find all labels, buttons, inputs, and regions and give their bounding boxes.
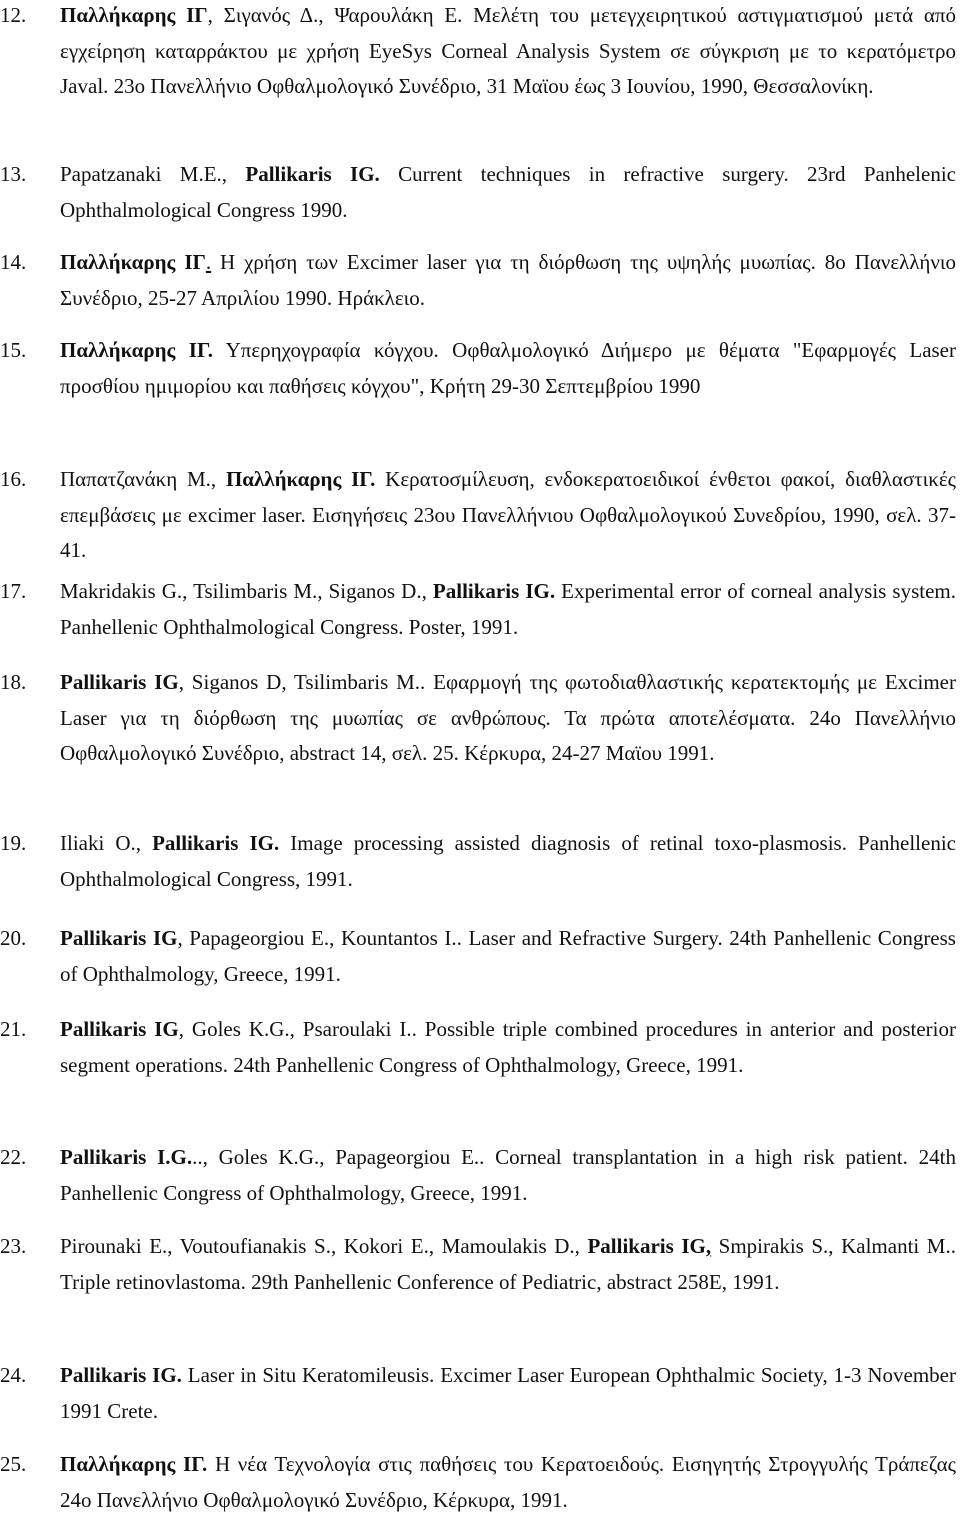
reference-text: Laser in Situ Keratomileusis. Excimer Laser European Ophthalmic Society, 1-3 November 1991 Crete. (60, 1363, 956, 1423)
reference-number: 13. (0, 162, 27, 186)
author-highlight: Pallikaris IG. (60, 1363, 182, 1387)
author-highlight: Pallikaris IG. (245, 162, 380, 186)
reference-text: , Goles K.G., Psaroulaki I.. Possible triple combined procedures in anterior and posterior segment operations. 24th Panhellenic Congress of Ophthalmology, Greece, 1991. (60, 1017, 956, 1077)
reference-number: 17. (0, 579, 27, 603)
author-highlight: Pallikaris IG. (432, 579, 556, 603)
reference-number: 14. (0, 250, 27, 274)
reference-number: 16. (0, 467, 27, 491)
author-highlight: Pallikaris IG (60, 926, 178, 950)
author-highlight: Pallikaris IG (60, 1017, 179, 1041)
reference-text: .., Goles K.G., Papageorgiou E.. Corneal transplantation in a high risk patient. 24th Panhellenic Congress of Ophthalmology, Greece, 1991. (60, 1145, 956, 1205)
reference-text: Experimental error of corneal analysis system. Panhellenic Ophthalmological Congress. Poster, 1991. (60, 579, 956, 639)
reference-text: Παπατζανάκη Μ., (60, 467, 226, 491)
reference-text: Makridakis G., Tsilimbaris M., Siganos D., (60, 579, 433, 603)
reference-text: Η νέα Τεχνολογία στις παθήσεις του Κερατοειδούς. Εισηγητής Στρογγυλής Τράπεζας 24ο Πανελλήνιο Οφθαλμολογικό Συνέδριο, Κέρκυρα, 1991. (60, 1452, 956, 1512)
reference-item (0, 665, 958, 772)
author-highlight: Pallikaris IG. (152, 831, 280, 855)
reference-item (0, 333, 958, 404)
reference-number: 23. (0, 1234, 27, 1258)
reference-number: 21. (0, 1017, 27, 1041)
reference-item (0, 1012, 958, 1083)
reference-number: 12. (0, 3, 27, 27)
reference-text: Image processing assisted diagnosis of retinal toxo-plasmosis. Panhellenic Ophthalmological Congress, 1991. (60, 831, 956, 891)
reference-item (0, 1447, 958, 1518)
author-highlight: Παλλήκαρης ΙΓ. (60, 1452, 208, 1476)
reference-text: Iliaki O., (60, 831, 153, 855)
reference-item (0, 1358, 958, 1429)
reference-item (0, 157, 958, 228)
reference-text: Η χρήση των Excimer laser για τη διόρθωση της υψηλής μυωπίας. 8ο Πανελλήνιο Συνέδριο, 25-27 Απριλίου 1990. Ηράκλειο. (60, 250, 956, 310)
reference-item (0, 574, 958, 645)
author-highlight: Παλλήκαρης ΙΓ. (60, 338, 214, 362)
reference-number: 18. (0, 670, 27, 694)
reference-text: Current techniques in refractive surgery. 23rd Panhelenic Ophthalmological Congress 1990. (60, 162, 956, 222)
reference-item (0, 462, 958, 569)
reference-item (0, 1229, 958, 1300)
reference-number: 22. (0, 1145, 27, 1169)
reference-item (0, 1140, 958, 1211)
reference-text: , Σιγανός Δ., Ψαρουλάκη Ε. Μελέτη του μετεγχειρητικού αστιγματισμού μετά από εγχείρηση καταρράκτου με χρήση EyeSys Corneal Analysis System σε σύγκριση με το κερατόμετρο Javal. 23ο Πανελλήνιο Οφθαλμολογικό Συνέδριο, 31 Μαϊου έως 3 Ιουνίου, 1990, Θεσσαλονίκη. (60, 3, 956, 98)
reference-text: Pirounaki E., Voutoufianakis S., Kokori E., Mamoulakis D., (60, 1234, 588, 1258)
author-highlight: Pallikaris I.G. (60, 1145, 193, 1169)
reference-number: 19. (0, 831, 27, 855)
author-highlight: , (705, 1234, 712, 1258)
reference-text: Κερατοσμίλευση, ενδοκερατοειδικοί ένθετοι φακοί, διαθλαστικές επεμβάσεις με excimer laser. Εισηγήσεις 23ου Πανελλήνιου Οφθαλμολογικού Συνεδρίου, 1990, σελ. 37-41. (60, 467, 956, 562)
reference-text: Υπερηχογραφία κόγχου. Οφθαλμολογικό Διήμερο με θέματα "Εφαρμογές Laser προσθίου ημιμορίου και παθήσεις κόγχου", Κρήτη 29-30 Σεπτεμβρίου 1990 (60, 338, 956, 398)
reference-item (0, 826, 958, 897)
author-highlight: Παλλήκαρης ΙΓ. (225, 467, 376, 491)
reference-item (0, 0, 958, 105)
reference-number: 20. (0, 926, 27, 950)
author-highlight: Pallikaris IG (60, 670, 179, 694)
reference-number: 15. (0, 338, 27, 362)
reference-text: , Siganos D, Tsilimbaris M.. Εφαρμογή της φωτοδιαθλαστικής κερατεκτομής με Excimer Laser για τη διόρθωση της μυωπίας σε ανθρώπους. Τα πρώτα αποτελέσματα. 24ο Πανελλήνιο Οφθαλμολογικό Συνέδριο, abstract 14, σελ. 25. Κέρκυρα, 24-27 Μαϊου 1991. (60, 670, 956, 765)
reference-item (0, 921, 958, 992)
reference-text: Smpirakis S., Kalmanti M.. Triple retinovlastoma. 29th Panhellenic Conference of Pediatric, abstract 258E, 1991. (60, 1234, 956, 1294)
reference-text: , Papageorgiou E., Kountantos I.. Laser and Refractive Surgery. 24th Panhellenic Congress of Ophthalmology, Greece, 1991. (60, 926, 956, 986)
author-highlight: Παλλήκαρης ΙΓ (60, 250, 206, 274)
author-highlight: Pallikaris IG (587, 1234, 706, 1258)
author-highlight: Παλλήκαρης ΙΓ (60, 3, 208, 27)
reference-number: 25. (0, 1452, 27, 1476)
reference-text: Papatzanaki M.E., (60, 162, 246, 186)
reference-text: . (205, 250, 212, 274)
reference-item (0, 245, 958, 316)
reference-number: 24. (0, 1363, 27, 1387)
